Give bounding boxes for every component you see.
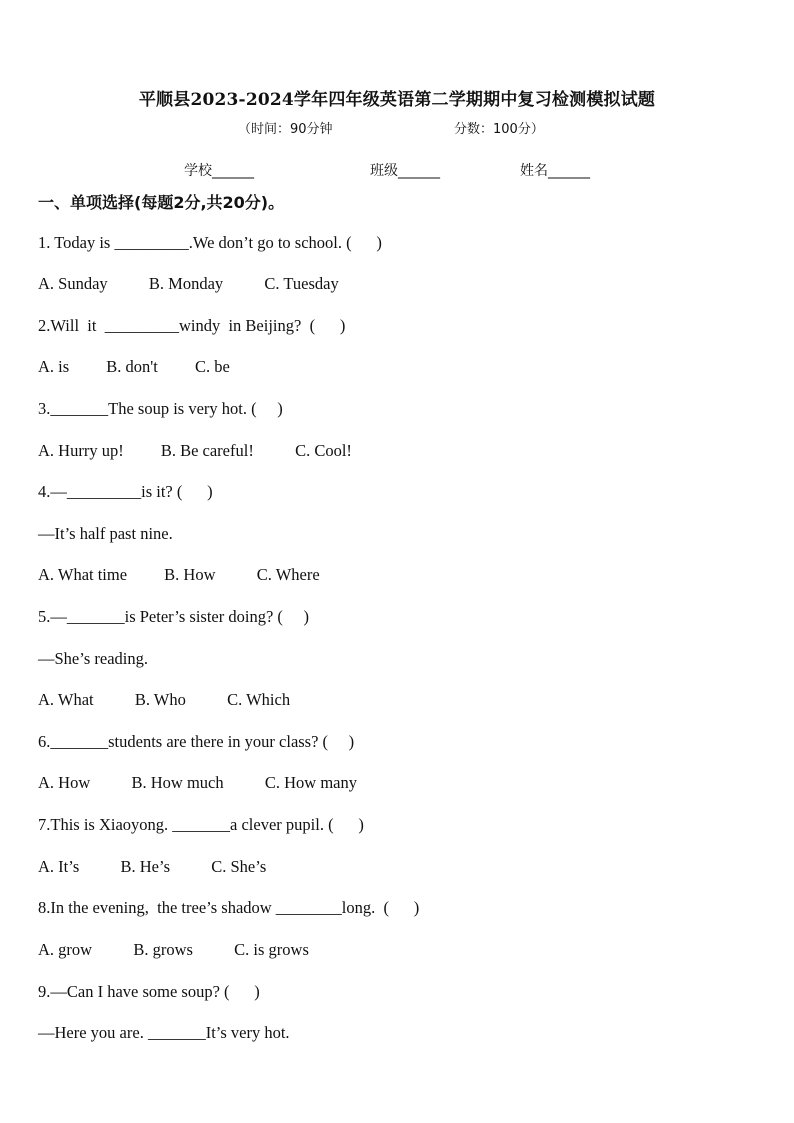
question-7-options: A. It’s B. He’s C. She’s bbox=[38, 857, 267, 876]
question-5: 5.—_______is Peter’s sister doing? ( ) bbox=[38, 607, 310, 626]
section-title-single-choice: 一、单项选择(每题2分,共20分)。 bbox=[38, 193, 285, 212]
class-field: 班级______ bbox=[370, 163, 440, 179]
name-field: 姓名______ bbox=[520, 163, 590, 179]
question-3: 3._______The soup is very hot. ( ) bbox=[38, 399, 283, 418]
question-1-options: A. Sunday B. Monday C. Tuesday bbox=[38, 274, 339, 293]
school-field: 学校______ bbox=[184, 163, 254, 179]
question-4-dialogue: —It’s half past nine. bbox=[38, 524, 173, 543]
question-2-options: A. is B. don't C. be bbox=[38, 357, 230, 376]
question-8: 8.In the evening, the tree’s shadow ________long. ( ) bbox=[38, 898, 420, 917]
question-9-dialogue: —Here you are. _______It’s very hot. bbox=[38, 1023, 290, 1042]
question-5-dialogue: —She’s reading. bbox=[38, 649, 148, 668]
question-8-options: A. grow B. grows C. is grows bbox=[38, 940, 309, 959]
question-7: 7.This is Xiaoyong. _______a clever pupil. ( ) bbox=[38, 815, 364, 834]
question-9: 9.—Can I have some soup? ( ) bbox=[38, 982, 260, 1001]
question-6: 6._______students are there in your class? ( ) bbox=[38, 732, 355, 751]
question-6-options: A. How B. How much C. How many bbox=[38, 773, 357, 792]
question-4-options: A. What time B. How C. Where bbox=[38, 565, 320, 584]
question-4: 4.—_________is it? ( ) bbox=[38, 482, 213, 501]
exam-title: 平顺县2023-2024学年四年级英语第二学期期中复习检测模拟试题 bbox=[138, 90, 656, 110]
exam-time: （时间：90分钟 bbox=[238, 122, 333, 137]
question-5-options: A. What B. Who C. Which bbox=[38, 690, 291, 709]
question-3-options: A. Hurry up! B. Be careful! C. Cool! bbox=[38, 441, 352, 460]
exam-score: 分数：100分） bbox=[454, 122, 544, 137]
question-2: 2.Will it _________windy in Beijing? ( ) bbox=[38, 316, 346, 335]
question-1: 1. Today is _________.We don’t go to school. ( ) bbox=[38, 233, 382, 252]
